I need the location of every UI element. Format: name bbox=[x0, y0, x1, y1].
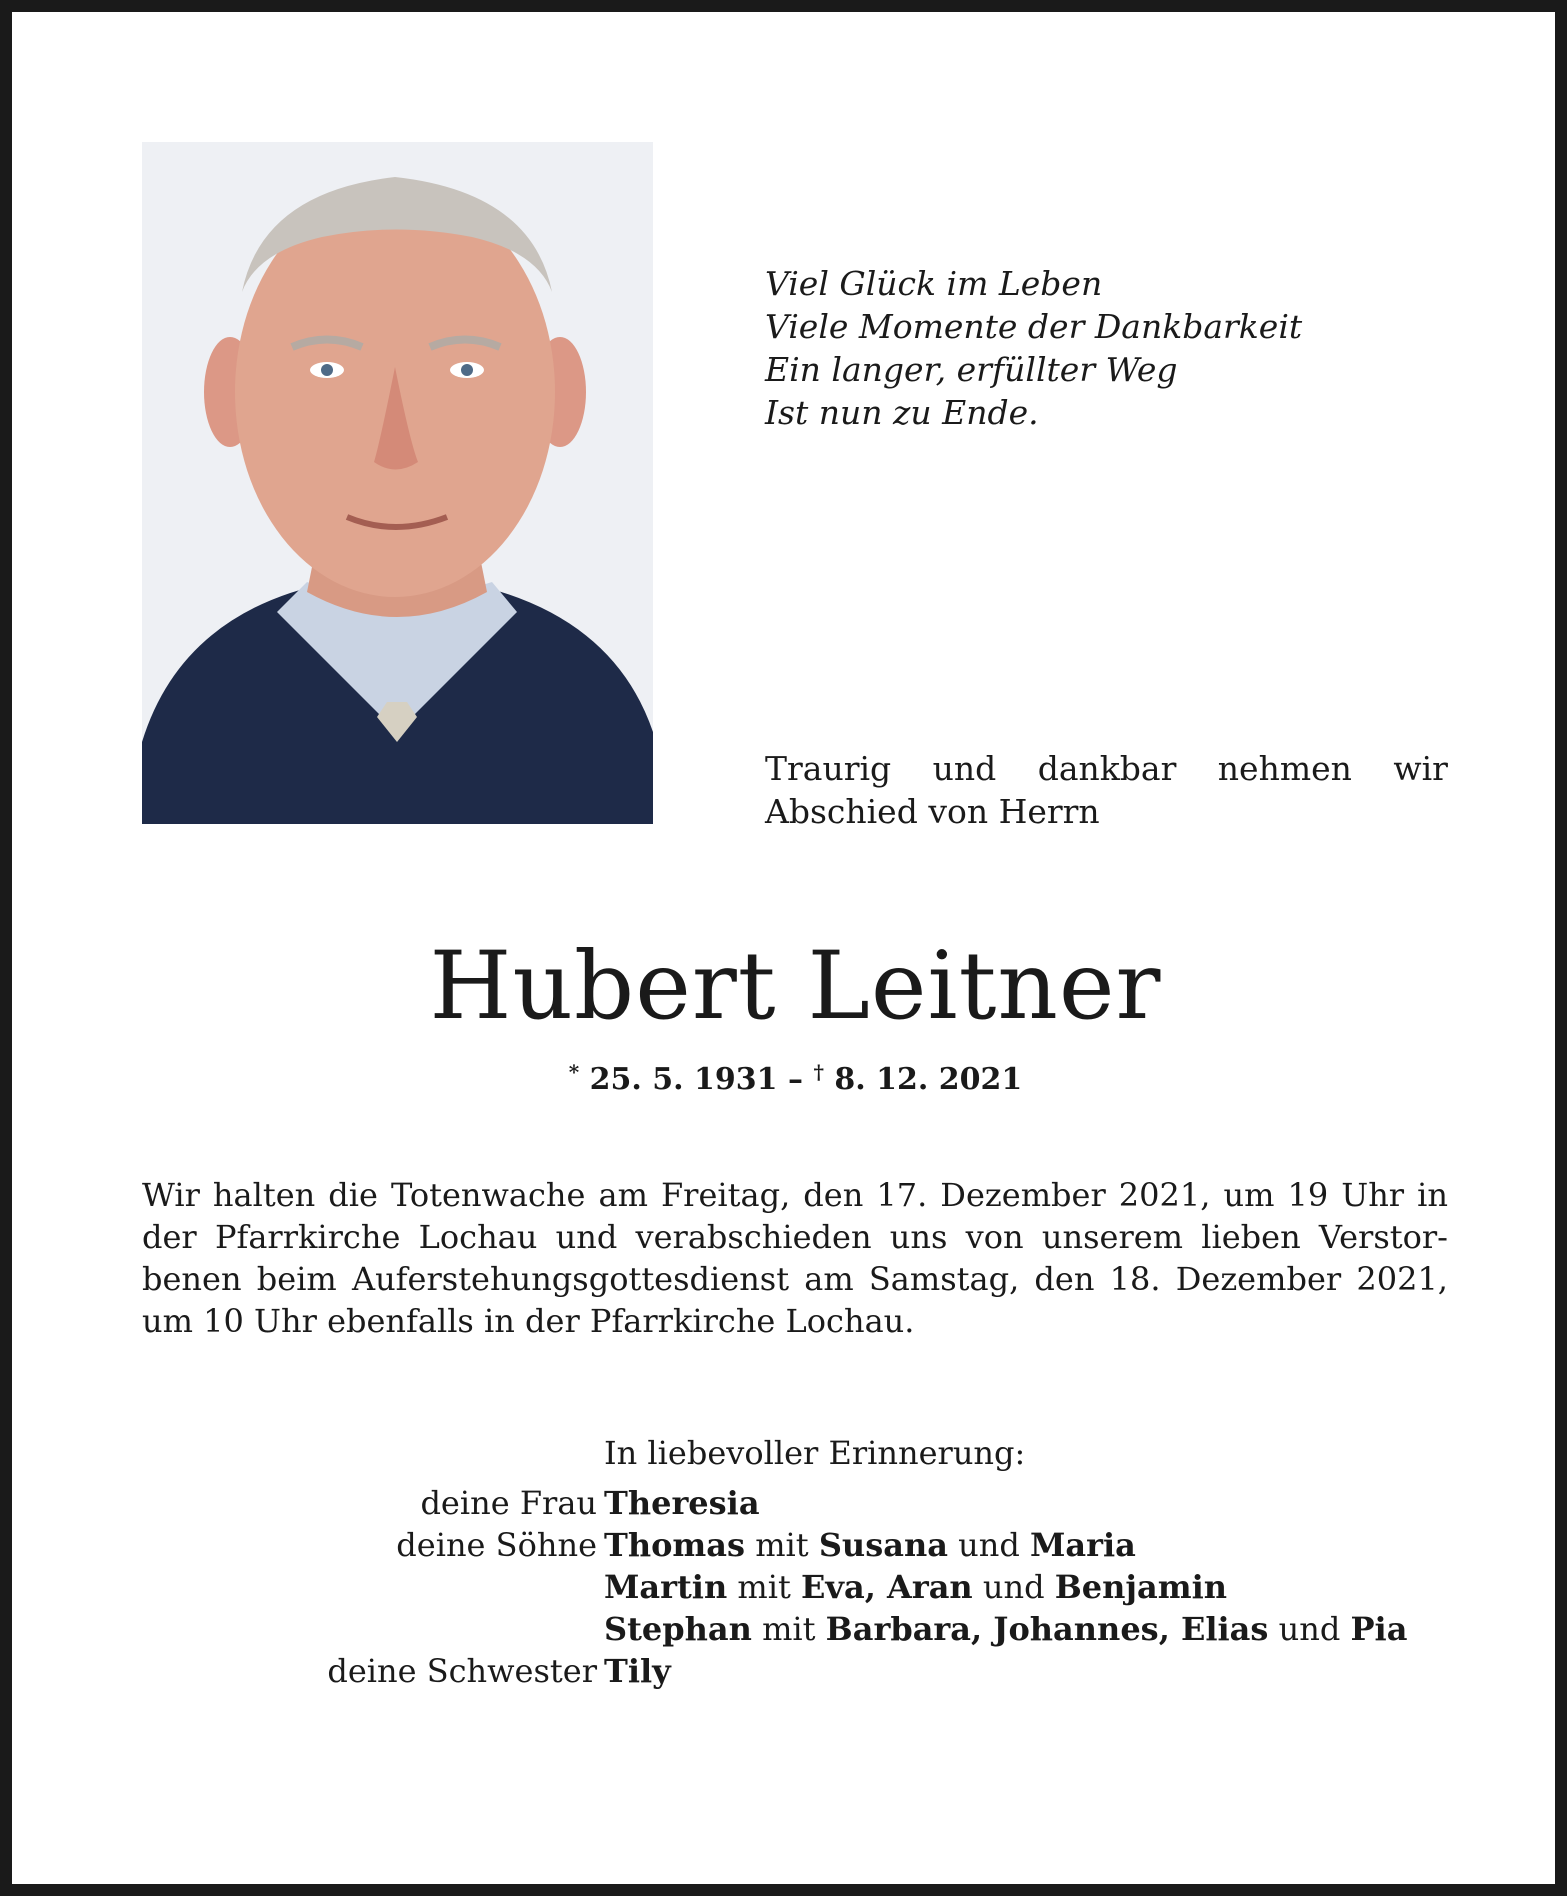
poem bbox=[765, 262, 1465, 434]
family-member-name: Eva, Aran bbox=[801, 1568, 973, 1606]
word: Wir bbox=[142, 1176, 200, 1214]
word: 17. bbox=[876, 1176, 928, 1214]
family-relation: deine Söhne bbox=[396, 1526, 597, 1564]
family-row bbox=[142, 1650, 1482, 1692]
connector-text: und bbox=[972, 1568, 1055, 1606]
connector-text: mit bbox=[751, 1610, 826, 1648]
death-date: 8. 12. 2021 bbox=[834, 1062, 1023, 1097]
service-details-line bbox=[142, 1174, 1448, 1216]
word: den bbox=[803, 1176, 864, 1214]
family-member-name: Thomas bbox=[604, 1526, 746, 1564]
family-names bbox=[604, 1608, 1407, 1650]
family-member-name: Tily bbox=[604, 1652, 671, 1690]
deceased-name: Hubert Leitner bbox=[429, 932, 1162, 1041]
word: die bbox=[328, 1176, 378, 1214]
word: am bbox=[598, 1176, 648, 1214]
word: Samstag, bbox=[868, 1260, 1020, 1298]
word: in bbox=[1417, 1176, 1448, 1214]
family-member-name: Theresia bbox=[604, 1484, 760, 1522]
word: unserem bbox=[1041, 1218, 1184, 1256]
word: Freitag, bbox=[660, 1176, 791, 1214]
word: Totenwache bbox=[390, 1176, 586, 1214]
farewell-word: wir bbox=[1393, 749, 1448, 788]
word: 19 bbox=[1287, 1176, 1329, 1214]
family-row bbox=[142, 1482, 1482, 1524]
family-relation: deine Schwester bbox=[327, 1652, 597, 1690]
family-names bbox=[604, 1566, 1227, 1608]
family-member-name: Barbara, Johannes, Elias bbox=[825, 1610, 1269, 1648]
family-names bbox=[604, 1524, 1136, 1566]
word: um bbox=[1223, 1176, 1275, 1214]
word: Pfarrkirche bbox=[214, 1218, 401, 1256]
farewell-line: Abschied von Herrn bbox=[765, 792, 1100, 831]
service-details-line: um 10 Uhr ebenfalls in der Pfarrkirche Lochau. bbox=[142, 1302, 915, 1340]
family-relation bbox=[142, 1566, 604, 1608]
family-member-name: Pia bbox=[1350, 1610, 1408, 1648]
word: Auferstehungsgottesdienst bbox=[351, 1260, 790, 1298]
farewell-word: und bbox=[932, 749, 997, 788]
life-dates bbox=[12, 1052, 1567, 1100]
date-separator: – bbox=[777, 1062, 814, 1097]
word: Dezember bbox=[1175, 1260, 1342, 1298]
word: 2021, bbox=[1356, 1260, 1448, 1298]
family-relation: deine Frau bbox=[420, 1484, 597, 1522]
family-member-name: Stephan bbox=[604, 1610, 752, 1648]
farewell-intro bbox=[765, 747, 1448, 833]
word: beim bbox=[256, 1260, 337, 1298]
word: Uhr bbox=[1341, 1176, 1405, 1214]
word: uns bbox=[889, 1218, 948, 1256]
poem-line: Ein langer, erfüllter Weg bbox=[765, 350, 1178, 389]
word: benen bbox=[142, 1260, 242, 1298]
word: am bbox=[804, 1260, 854, 1298]
service-details-line bbox=[142, 1258, 1448, 1300]
word: halten bbox=[212, 1176, 316, 1214]
word: 2021, bbox=[1118, 1176, 1211, 1214]
word: und bbox=[555, 1218, 618, 1256]
word: Dezember bbox=[940, 1176, 1106, 1214]
word: Lochau bbox=[418, 1218, 538, 1256]
family-member-name: Susana bbox=[818, 1526, 948, 1564]
birth-symbol: * bbox=[568, 1060, 580, 1084]
connector-text: und bbox=[1268, 1610, 1351, 1648]
family-row bbox=[142, 1608, 1482, 1650]
connector-text: und bbox=[947, 1526, 1030, 1564]
family-row bbox=[142, 1566, 1482, 1608]
connector-text: mit bbox=[727, 1568, 801, 1606]
family-member-name: Benjamin bbox=[1054, 1568, 1227, 1606]
family-row bbox=[142, 1524, 1482, 1566]
family-names bbox=[604, 1482, 760, 1524]
farewell-word: dankbar bbox=[1037, 749, 1177, 788]
service-details bbox=[142, 1174, 1448, 1342]
family-list bbox=[142, 1482, 1482, 1692]
birth-date: 25. 5. 1931 bbox=[589, 1062, 778, 1097]
family-member-name: Martin bbox=[604, 1568, 728, 1606]
poem-line: Viel Glück im Leben bbox=[765, 264, 1103, 303]
farewell-line bbox=[765, 747, 1448, 790]
word: der bbox=[142, 1218, 197, 1256]
word: Verstor- bbox=[1318, 1218, 1448, 1256]
service-details-line bbox=[142, 1216, 1448, 1258]
remembrance-heading: In liebevoller Erinnerung: bbox=[604, 1434, 1026, 1472]
portrait-photo bbox=[142, 142, 653, 824]
word: verabschieden bbox=[635, 1218, 872, 1256]
family-relation bbox=[142, 1608, 604, 1650]
death-symbol: † bbox=[813, 1060, 824, 1084]
farewell-word: Traurig bbox=[765, 749, 892, 788]
poem-line: Ist nun zu Ende. bbox=[765, 393, 1039, 432]
family-member-name: Maria bbox=[1029, 1526, 1136, 1564]
poem-line: Viele Momente der Dankbarkeit bbox=[765, 307, 1303, 346]
word: von bbox=[965, 1218, 1024, 1256]
word: den bbox=[1034, 1260, 1095, 1298]
word: lieben bbox=[1201, 1218, 1301, 1256]
connector-text: mit bbox=[745, 1526, 819, 1564]
word: 18. bbox=[1109, 1260, 1161, 1298]
family-names bbox=[604, 1650, 671, 1692]
farewell-word: nehmen bbox=[1217, 749, 1352, 788]
